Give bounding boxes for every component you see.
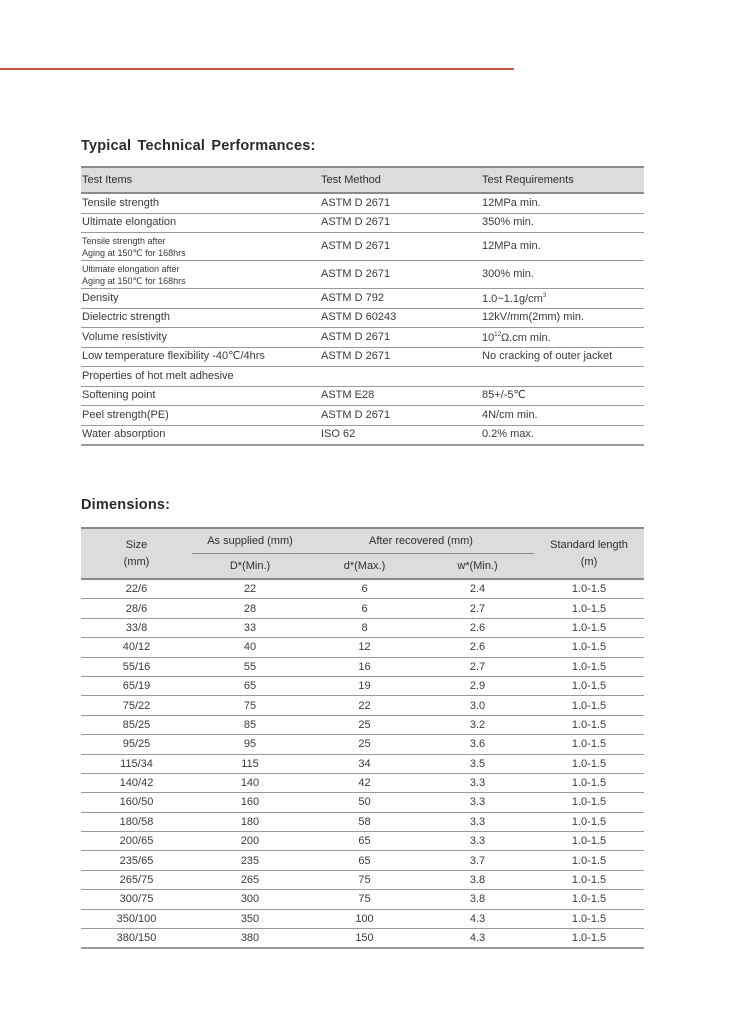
test-method: ASTM D 2671 — [320, 233, 481, 261]
table-row — [81, 832, 644, 851]
cell-size: 55/16 — [81, 657, 192, 676]
table-row — [81, 347, 644, 367]
table-row-subheading — [81, 367, 644, 387]
cell-w-min: 4.3 — [421, 929, 534, 949]
test-item: Volume resistivity — [81, 328, 320, 348]
dimensions-section-title: Dimensions: — [81, 497, 171, 513]
test-item: Softening point — [81, 386, 320, 406]
cell-D-min: 350 — [192, 909, 308, 928]
header-after-recovered: After recovered (mm) — [308, 528, 534, 554]
performance-header-row — [81, 167, 644, 193]
test-requirement: 4N/cm min. — [481, 406, 644, 426]
table-row — [81, 386, 644, 406]
cell-size: 200/65 — [81, 832, 192, 851]
cell-size: 265/75 — [81, 870, 192, 889]
test-method: ASTM D 2671 — [320, 328, 481, 348]
cell-d-max: 42 — [308, 773, 421, 792]
test-method: ASTM D 2671 — [320, 261, 481, 289]
cell-size: 28/6 — [81, 599, 192, 618]
cell-size: 300/75 — [81, 890, 192, 909]
performance-section-title: Typical Technical Performances: — [81, 138, 316, 154]
cell-standard-length: 1.0-1.5 — [534, 579, 644, 599]
test-method: ISO 62 — [320, 425, 481, 445]
cell-size: 380/150 — [81, 929, 192, 949]
test-method: ASTM D 2671 — [320, 193, 481, 213]
test-requirement — [481, 289, 644, 309]
cell-size: 160/50 — [81, 793, 192, 812]
cell-D-min: 55 — [192, 657, 308, 676]
cell-size: 235/65 — [81, 851, 192, 870]
cell-d-max: 58 — [308, 812, 421, 831]
test-method: ASTM E28 — [320, 386, 481, 406]
table-row — [81, 213, 644, 233]
header-w-min: w*(Min.) — [421, 554, 534, 580]
header-standard-length-line2: (m) — [580, 555, 598, 568]
test-method: ASTM D 2671 — [320, 347, 481, 367]
cell-d-max: 25 — [308, 735, 421, 754]
test-method: ASTM D 2671 — [320, 213, 481, 233]
cell-standard-length: 1.0-1.5 — [534, 909, 644, 928]
table-row — [81, 676, 644, 695]
cell-D-min: 95 — [192, 735, 308, 754]
cell-d-max: 6 — [308, 599, 421, 618]
test-item-line1: Ultimate elongation after — [82, 263, 180, 274]
cell-D-min: 265 — [192, 870, 308, 889]
header-test-method: Test Method — [320, 167, 481, 193]
cell-w-min: 2.6 — [421, 638, 534, 657]
cell-d-max: 75 — [308, 870, 421, 889]
cell-D-min: 65 — [192, 676, 308, 695]
table-row — [81, 328, 644, 348]
header-size-line1: Size — [125, 538, 148, 551]
table-row — [81, 812, 644, 831]
requirement-superscript: 12 — [494, 332, 501, 339]
test-item-line2: Aging at 150℃ for 168hrs — [82, 275, 186, 286]
test-requirement: 300% min. — [481, 261, 644, 289]
cell-D-min: 380 — [192, 929, 308, 949]
table-row — [81, 657, 644, 676]
cell-d-max: 6 — [308, 579, 421, 599]
cell-d-max: 19 — [308, 676, 421, 695]
cell-standard-length: 1.0-1.5 — [534, 754, 644, 773]
cell-d-max: 100 — [308, 909, 421, 928]
table-row — [81, 696, 644, 715]
cell-w-min: 3.3 — [421, 793, 534, 812]
header-as-supplied: As supplied (mm) — [192, 528, 308, 554]
cell-d-max: 25 — [308, 715, 421, 734]
table-row — [81, 890, 644, 909]
cell-w-min: 3.0 — [421, 696, 534, 715]
cell-D-min: 300 — [192, 890, 308, 909]
header-standard-length-line1: Standard length — [550, 538, 628, 551]
cell-w-min: 4.3 — [421, 909, 534, 928]
cell-D-min: 85 — [192, 715, 308, 734]
cell-size: 33/8 — [81, 618, 192, 637]
cell-standard-length: 1.0-1.5 — [534, 812, 644, 831]
test-requirement: 0.2% max. — [481, 425, 644, 445]
cell-standard-length: 1.0-1.5 — [534, 676, 644, 695]
cell-size: 65/19 — [81, 676, 192, 695]
performance-table — [81, 166, 644, 446]
table-row — [81, 289, 644, 309]
table-row — [81, 735, 644, 754]
requirement-base: 1.0~1.1g/cm — [482, 293, 543, 306]
table-row — [81, 193, 644, 213]
test-item: Density — [81, 289, 320, 309]
cell-d-max: 150 — [308, 929, 421, 949]
table-row — [81, 754, 644, 773]
table-row — [81, 308, 644, 328]
header-test-requirements: Test Requirements — [481, 167, 644, 193]
test-item: Properties of hot melt adhesive — [81, 367, 320, 387]
cell-standard-length: 1.0-1.5 — [534, 870, 644, 889]
cell-w-min: 3.3 — [421, 773, 534, 792]
cell-standard-length: 1.0-1.5 — [534, 657, 644, 676]
cell-size: 85/25 — [81, 715, 192, 734]
cell-d-max: 75 — [308, 890, 421, 909]
test-method: ASTM D 792 — [320, 289, 481, 309]
cell-d-max: 65 — [308, 832, 421, 851]
cell-d-max: 22 — [308, 696, 421, 715]
cell-w-min: 3.2 — [421, 715, 534, 734]
cell-w-min: 2.6 — [421, 618, 534, 637]
cell-size: 180/58 — [81, 812, 192, 831]
cell-w-min: 2.7 — [421, 657, 534, 676]
cell-w-min: 2.9 — [421, 676, 534, 695]
cell-D-min: 160 — [192, 793, 308, 812]
cell-d-max: 50 — [308, 793, 421, 812]
cell-w-min: 2.4 — [421, 579, 534, 599]
cell-standard-length: 1.0-1.5 — [534, 929, 644, 949]
cell-D-min: 22 — [192, 579, 308, 599]
test-item-line1: Tensile strength after — [82, 235, 166, 246]
cell-D-min: 200 — [192, 832, 308, 851]
test-item: Tensile strength — [81, 193, 320, 213]
cell-size: 140/42 — [81, 773, 192, 792]
table-row — [81, 406, 644, 426]
cell-D-min: 140 — [192, 773, 308, 792]
header-standard-length — [534, 528, 644, 579]
test-method — [320, 367, 481, 387]
test-requirement: 85+/-5℃ — [481, 386, 644, 406]
table-row — [81, 599, 644, 618]
cell-size: 95/25 — [81, 735, 192, 754]
dimensions-header-row-1 — [81, 528, 644, 554]
test-item — [81, 233, 320, 261]
header-d-max: d*(Max.) — [308, 554, 421, 580]
cell-w-min: 2.7 — [421, 599, 534, 618]
cell-D-min: 40 — [192, 638, 308, 657]
test-requirement: 12MPa min. — [481, 233, 644, 261]
cell-w-min: 3.3 — [421, 812, 534, 831]
cell-standard-length: 1.0-1.5 — [534, 773, 644, 792]
cell-standard-length: 1.0-1.5 — [534, 890, 644, 909]
requirement-superscript: 3 — [542, 293, 547, 300]
cell-standard-length: 1.0-1.5 — [534, 735, 644, 754]
test-item: Dielectric strength — [81, 308, 320, 328]
test-item: Ultimate elongation — [81, 213, 320, 233]
test-method: ASTM D 60243 — [320, 308, 481, 328]
cell-size: 22/6 — [81, 579, 192, 599]
table-row — [81, 909, 644, 928]
cell-standard-length: 1.0-1.5 — [534, 696, 644, 715]
table-row — [81, 773, 644, 792]
cell-size: 115/34 — [81, 754, 192, 773]
cell-d-max: 16 — [308, 657, 421, 676]
table-row — [81, 425, 644, 445]
cell-d-max: 34 — [308, 754, 421, 773]
cell-w-min: 3.6 — [421, 735, 534, 754]
cell-size: 40/12 — [81, 638, 192, 657]
cell-size: 75/22 — [81, 696, 192, 715]
test-requirement: 12MPa min. — [481, 193, 644, 213]
cell-w-min: 3.3 — [421, 832, 534, 851]
cell-d-max: 12 — [308, 638, 421, 657]
test-item: Low temperature flexibility -40℃/4hrs — [81, 347, 320, 367]
requirement-base: 10 — [482, 332, 495, 345]
table-row — [81, 870, 644, 889]
cell-standard-length: 1.0-1.5 — [534, 715, 644, 734]
cell-w-min: 3.8 — [421, 870, 534, 889]
top-accent-rule — [0, 68, 514, 70]
table-row — [81, 618, 644, 637]
table-row — [81, 261, 644, 289]
test-requirement: 12kV/mm(2mm) min. — [481, 308, 644, 328]
test-method: ASTM D 2671 — [320, 406, 481, 426]
cell-D-min: 115 — [192, 754, 308, 773]
table-row — [81, 793, 644, 812]
header-size-line2: (mm) — [123, 555, 150, 568]
test-requirement: No cracking of outer jacket — [481, 347, 644, 367]
cell-standard-length: 1.0-1.5 — [534, 851, 644, 870]
test-item: Water absorption — [81, 425, 320, 445]
cell-w-min: 3.8 — [421, 890, 534, 909]
cell-w-min: 3.7 — [421, 851, 534, 870]
dimensions-body — [81, 579, 644, 948]
table-row — [81, 715, 644, 734]
cell-d-max: 8 — [308, 618, 421, 637]
table-row — [81, 851, 644, 870]
dimensions-table — [81, 527, 644, 949]
table-row — [81, 638, 644, 657]
test-item — [81, 261, 320, 289]
cell-standard-length: 1.0-1.5 — [534, 638, 644, 657]
cell-D-min: 33 — [192, 618, 308, 637]
table-row — [81, 929, 644, 949]
cell-d-max: 65 — [308, 851, 421, 870]
cell-D-min: 235 — [192, 851, 308, 870]
test-requirement — [481, 367, 644, 387]
table-row — [81, 233, 644, 261]
cell-standard-length: 1.0-1.5 — [534, 618, 644, 637]
cell-standard-length: 1.0-1.5 — [534, 599, 644, 618]
requirement-tail: Ω.cm min. — [500, 332, 551, 345]
cell-D-min: 75 — [192, 696, 308, 715]
cell-D-min: 28 — [192, 599, 308, 618]
header-size — [81, 528, 192, 579]
header-D-min: D*(Min.) — [192, 554, 308, 580]
cell-size: 350/100 — [81, 909, 192, 928]
test-item: Peel strength(PE) — [81, 406, 320, 426]
table-row — [81, 579, 644, 599]
cell-standard-length: 1.0-1.5 — [534, 793, 644, 812]
test-requirement — [481, 328, 644, 348]
cell-w-min: 3.5 — [421, 754, 534, 773]
test-item-line2: Aging at 150℃ for 168hrs — [82, 247, 186, 258]
header-test-items: Test Items — [81, 167, 320, 193]
test-requirement: 350% min. — [481, 213, 644, 233]
cell-standard-length: 1.0-1.5 — [534, 832, 644, 851]
cell-D-min: 180 — [192, 812, 308, 831]
